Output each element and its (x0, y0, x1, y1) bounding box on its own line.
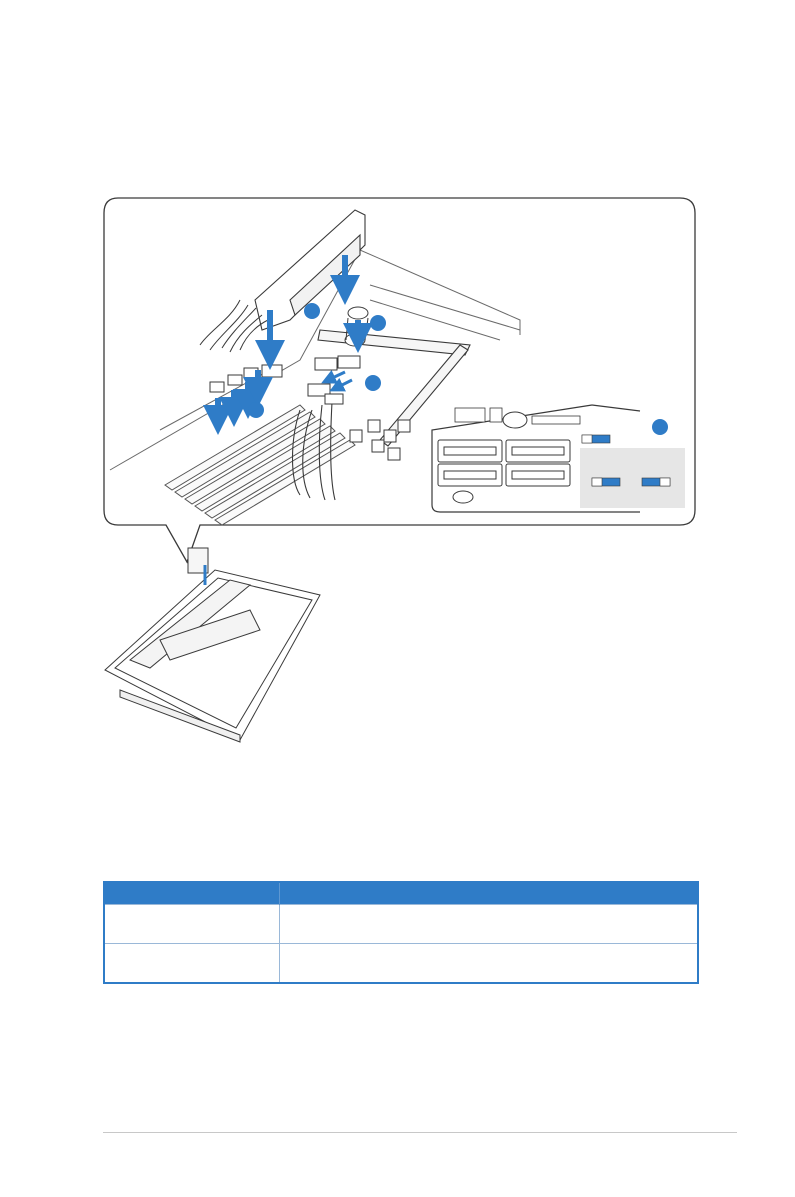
table-cell (104, 944, 280, 984)
table-header-cell (280, 882, 699, 905)
table-cell (280, 944, 699, 984)
mount-hole (453, 491, 473, 503)
table-header-cell (104, 882, 280, 905)
mount-hole (503, 412, 527, 428)
server-chassis (105, 548, 320, 742)
table-row (104, 905, 698, 944)
footer-rule (103, 1132, 737, 1133)
jumper-settings-table (103, 881, 699, 984)
table-row (104, 944, 698, 984)
table-cell (280, 905, 699, 944)
table-cell (104, 905, 280, 944)
table-header-row (104, 882, 698, 905)
